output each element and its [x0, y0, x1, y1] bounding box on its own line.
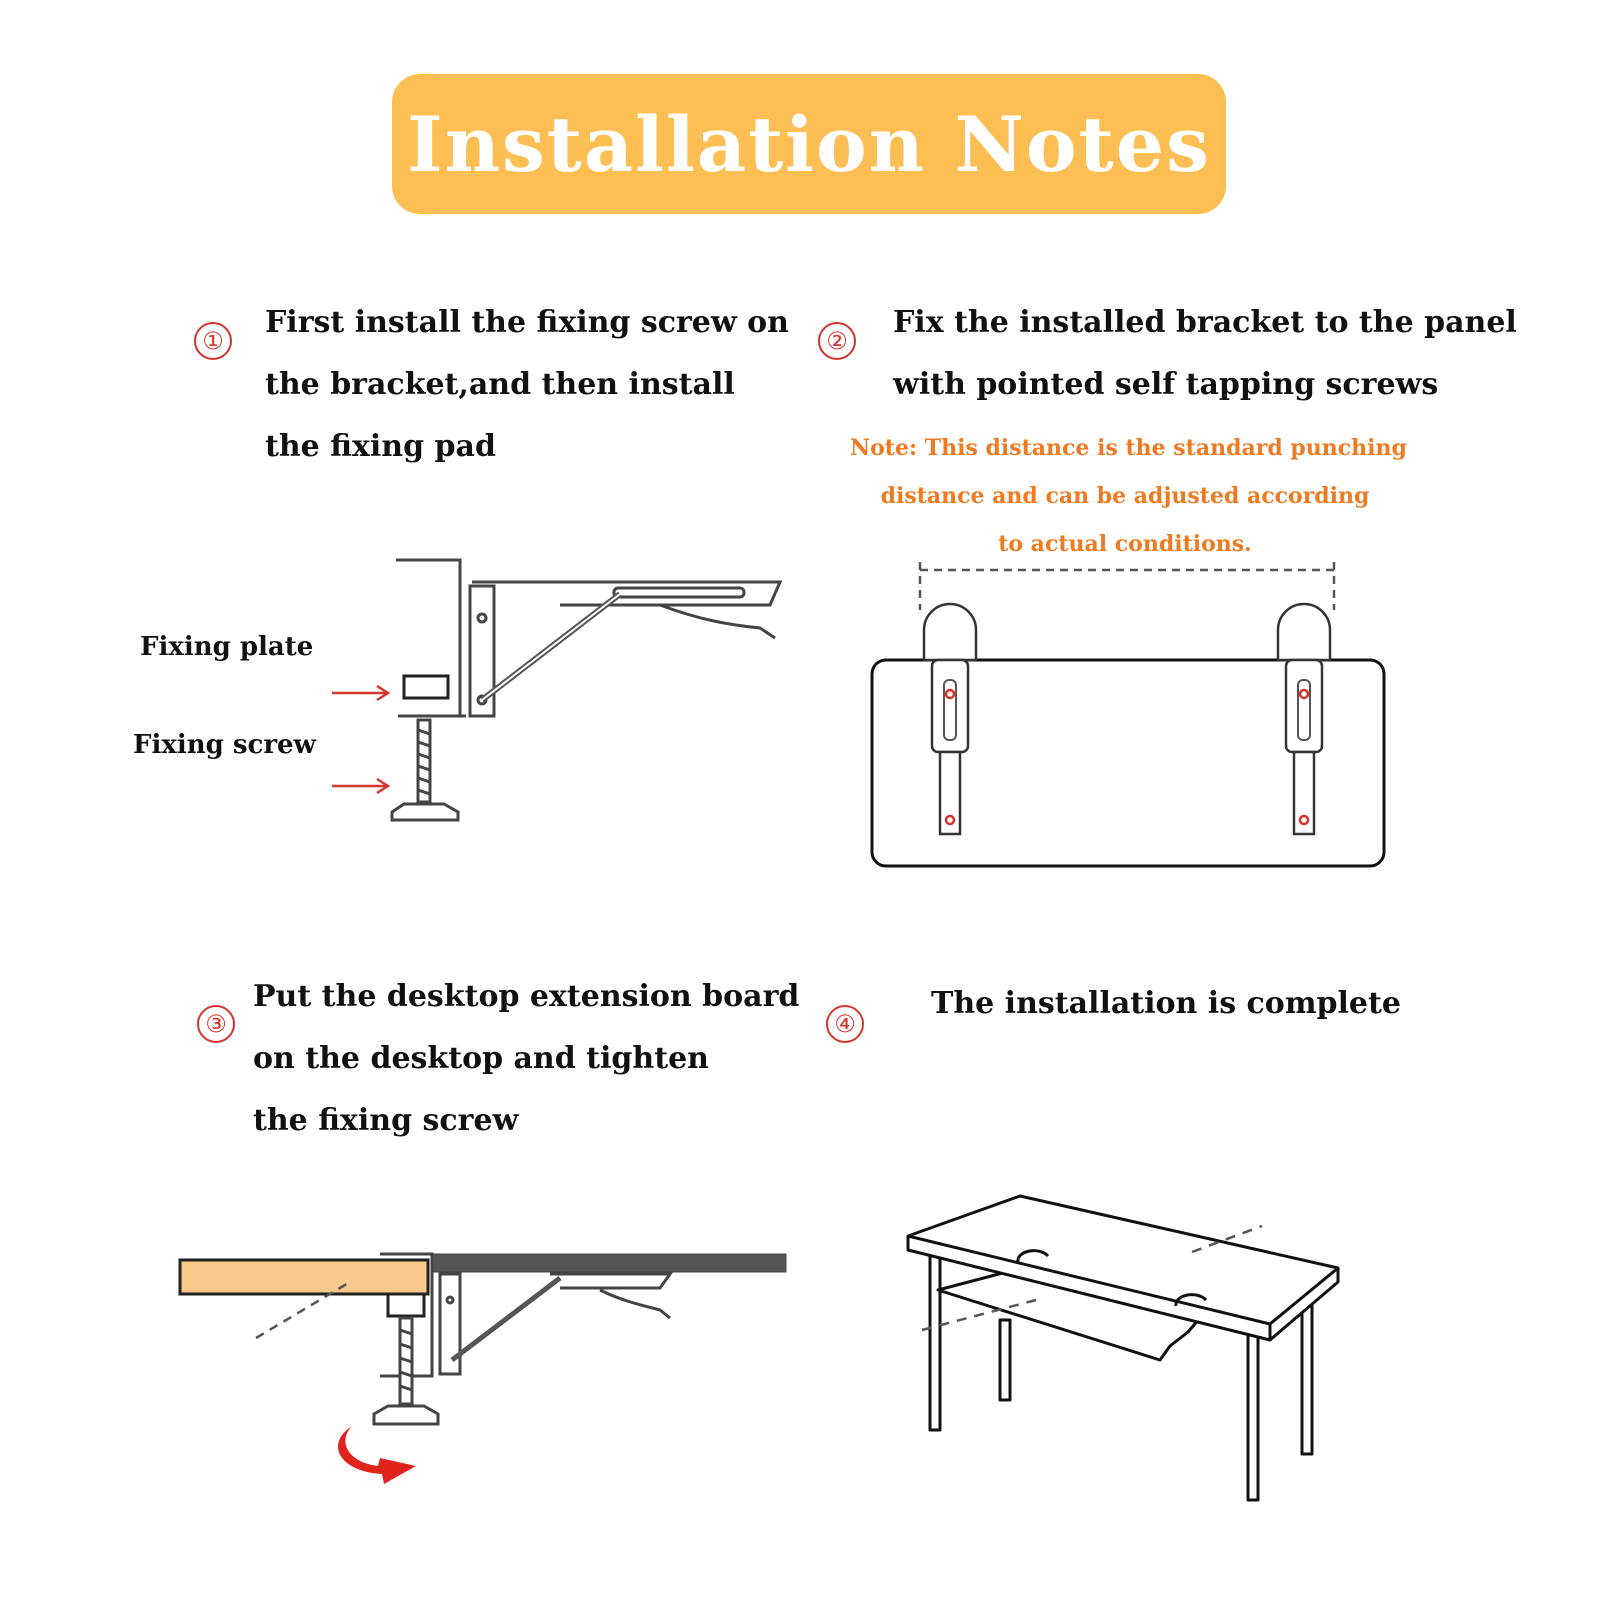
step-2-number: ② — [818, 322, 856, 360]
step-2-line-2: with pointed self tapping screws — [893, 367, 1439, 402]
step-1-number: ① — [194, 322, 232, 360]
step-1-line-2: the bracket,and then install — [265, 367, 735, 402]
page-title: Installation Notes — [407, 99, 1211, 189]
step-4-line-1: The installation is complete — [931, 986, 1401, 1021]
step-3-line-2: on the desktop and tighten — [253, 1041, 709, 1076]
note-line-3: to actual conditions. — [998, 531, 1252, 557]
fixing-plate-label: Fixing plate — [140, 632, 314, 662]
step-2-line-1: Fix the installed bracket to the panel — [893, 305, 1517, 340]
step-3-line-1: Put the desktop extension board — [253, 979, 800, 1014]
step-3-number: ③ — [197, 1005, 235, 1043]
step-1-line-1: First install the fixing screw on — [265, 305, 789, 340]
note-line-1: Note: This distance is the standard punching — [850, 435, 1407, 461]
step-3-line-3: the fixing screw — [253, 1103, 519, 1138]
step-1-line-3: the fixing pad — [265, 429, 496, 464]
note-line-2: distance and can be adjusted according — [880, 483, 1370, 509]
step-4-number: ④ — [826, 1005, 864, 1043]
fixing-screw-label: Fixing screw — [133, 730, 316, 760]
